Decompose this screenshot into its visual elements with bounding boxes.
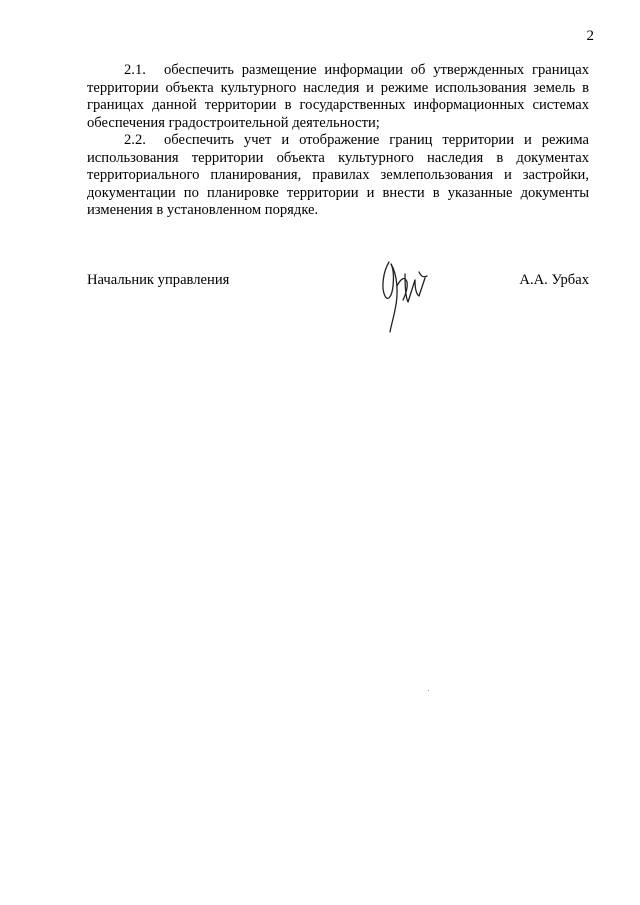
item-number: 2.2.: [124, 132, 146, 148]
list-item: [87, 132, 589, 220]
signatory-name: А.А. Урбах: [519, 272, 589, 288]
signature-block: [87, 266, 589, 346]
signatory-title: Начальник управления: [87, 272, 230, 288]
item-text: обеспечить размещение информации об утвержденных границах территории объекта культурного наследия и режиме использования земель в границах данной территории в государственных информационных системах обеспечения градостроительной деятельности;: [87, 62, 589, 131]
scan-speck: [428, 690, 429, 691]
document-body: [87, 62, 589, 220]
handwritten-signature-icon: [375, 256, 431, 334]
item-number: 2.1.: [124, 62, 146, 78]
page-number: 2: [586, 28, 594, 44]
item-text: обеспечить учет и отображение границ территории и режима использования территории объекта культурного наследия в документах территориального планирования, правилах землепользования и застройки, документации по планировке территории и внести в указанные документы изменения в установленном порядке.: [87, 132, 589, 218]
list-item: [87, 62, 589, 132]
